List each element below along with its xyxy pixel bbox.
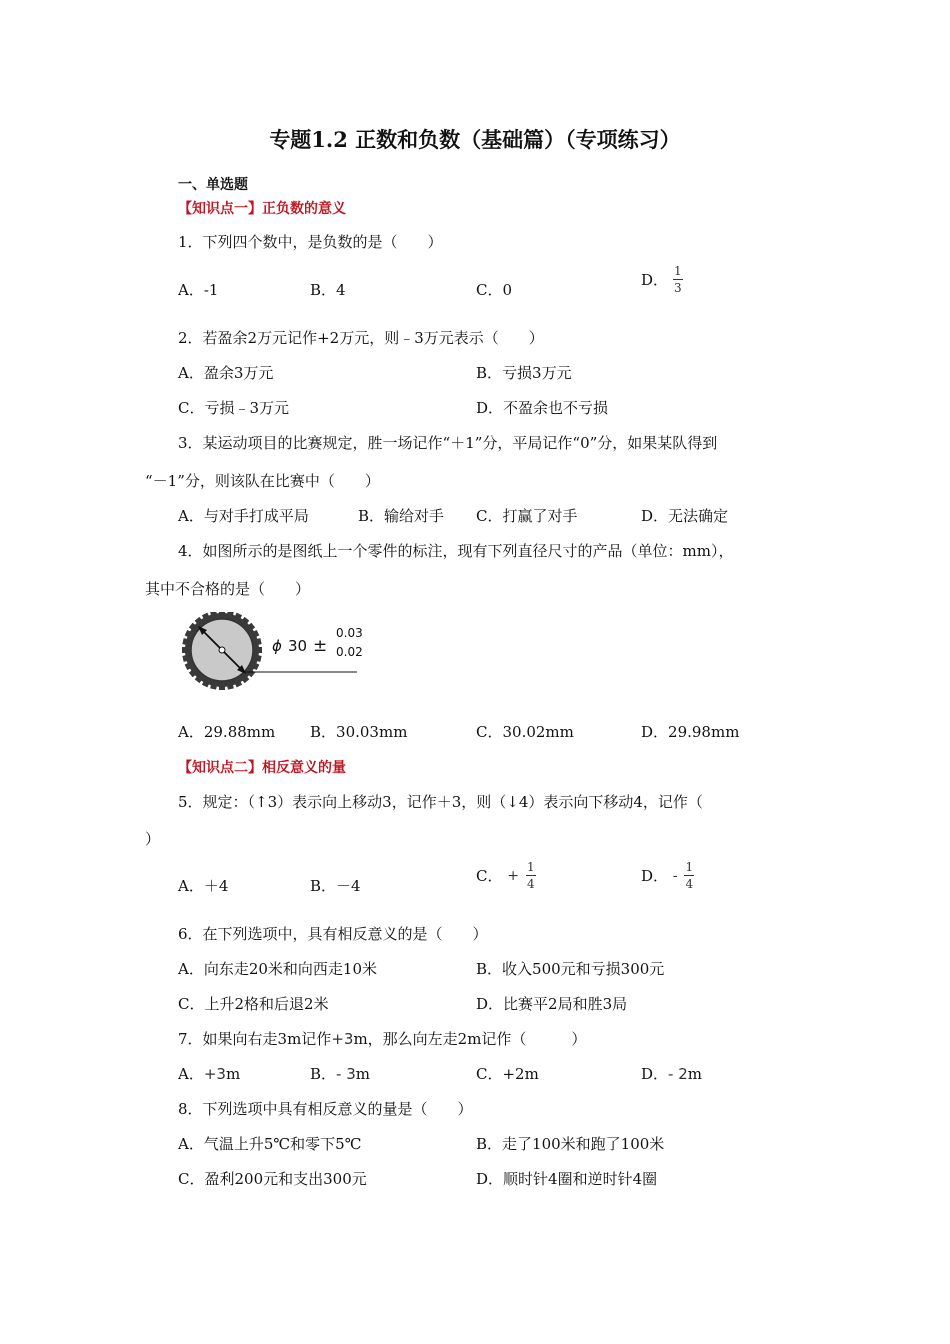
gear-tooth — [219, 684, 225, 690]
question-5-stem-line1: 5．规定：（↑3）表示向上移动3，记作＋3，则（↓4）表示向下移动4，记作（ — [178, 793, 703, 811]
q6-option-b: B．收入500元和亏损300元 — [476, 960, 665, 978]
question-3-stem-line1: 3．某运动项目的比赛规定，胜一场记作“＋1”分，平局记作“0”分，如果某队得到 — [178, 434, 718, 452]
gear-tooth — [219, 612, 225, 616]
question-1-stem: 1．下列四个数中，是负数的是（ ） — [178, 233, 443, 251]
q8-option-b: B．走了100米和跑了100米 — [476, 1135, 665, 1153]
knowledge-point-2: 【知识点二】相反意义的量 — [178, 760, 346, 776]
q7-option-c-label: C． — [476, 1065, 503, 1083]
fraction-denominator: 4 — [526, 877, 535, 891]
gear-center — [219, 647, 225, 653]
question-3-stem-line2: “－1”分，则该队在比赛中（ ） — [145, 472, 380, 490]
fraction-bar — [684, 875, 694, 876]
question-6-stem: 6．在下列选项中，具有相反意义的是（ ） — [178, 925, 488, 943]
q2-option-d: D．不盈余也不亏损 — [476, 399, 609, 417]
gear-tooth — [182, 647, 188, 653]
fraction-numerator: 1 — [526, 860, 535, 874]
q1-option-d — [641, 264, 683, 295]
q6-option-d: D．比赛平2局和胜3局 — [476, 995, 628, 1013]
question-8-stem: 8．下列选项中具有相反意义的量是（ ） — [178, 1100, 473, 1118]
q7-stem-value: +3 — [331, 1030, 354, 1048]
q7-option-d-unit: m — [687, 1065, 702, 1083]
q5-option-c-sign: + — [507, 867, 519, 884]
q7-option-b-value: - 3 — [336, 1065, 356, 1083]
question-5-stem-line2: ） — [145, 830, 161, 848]
q7-option-b — [310, 1063, 370, 1084]
q7-option-a-value: +3 — [203, 1065, 226, 1083]
q5-option-d-fraction — [684, 860, 694, 891]
q1-option-c: C．0 — [476, 281, 513, 299]
q7-option-c-unit: m — [524, 1065, 539, 1083]
q6-option-c: C．上升2格和后退2米 — [178, 995, 329, 1013]
question-4-stem-line1: 4．如图所示的是图纸上一个零件的标注，现有下列直径尺寸的产品（单位：mm）， — [178, 542, 734, 560]
q1-option-d-fraction — [673, 264, 683, 295]
question-7-stem — [178, 1028, 586, 1049]
lower-tolerance: 0.02 — [336, 645, 363, 659]
q3-option-c: C．打赢了对手 — [476, 507, 578, 525]
q7-option-c-value: +2 — [502, 1065, 525, 1083]
page-title: 专题1.2 正数和负数（基础篇）（专项练习） — [269, 127, 681, 152]
q6-option-a: A．向东走20米和向西走10米 — [178, 960, 378, 978]
q7-option-a-unit: m — [225, 1065, 241, 1083]
nominal-diameter: 30 — [288, 637, 308, 655]
q5-option-b: B．－4 — [310, 877, 361, 895]
gear-tooth — [256, 647, 262, 653]
q7-option-d-label: D． — [641, 1065, 669, 1083]
section-heading: 一、单选题 — [178, 177, 248, 193]
q4-option-c: C．30.02mm — [476, 723, 574, 741]
upper-tolerance: 0.03 — [336, 626, 363, 640]
question-2-stem: 2．若盈余2万元记作+2万元，则﹣3万元表示（ ） — [178, 329, 544, 347]
q7-option-b-label: B． — [310, 1065, 337, 1083]
q7-option-d — [641, 1063, 702, 1084]
fraction-bar — [673, 279, 683, 280]
plus-minus-symbol: ± — [313, 636, 328, 656]
part-drawing-figure — [176, 612, 366, 692]
q3-option-b: B．输给对手 — [358, 507, 445, 525]
q7-option-b-unit: m — [355, 1065, 370, 1083]
q5-option-d-label: D． — [641, 867, 669, 885]
fraction-denominator: 3 — [673, 281, 682, 295]
q5-option-a: A．＋4 — [178, 877, 229, 895]
diameter-symbol: ϕ — [272, 637, 282, 655]
question-4-stem-line2: 其中不合格的是（ ） — [145, 580, 311, 598]
q7-stem-part1: 7．如果向右走3m记作 — [178, 1030, 332, 1048]
q5-option-d — [641, 860, 694, 891]
knowledge-point-1: 【知识点一】正负数的意义 — [178, 201, 346, 217]
q1-option-a: A．-1 — [178, 281, 219, 299]
q4-option-a: A．29.88mm — [178, 723, 276, 741]
fraction-numerator: 1 — [673, 264, 682, 278]
q8-option-d: D．顺时针4圈和逆时针4圈 — [476, 1170, 658, 1188]
q2-option-b: B．亏损3万元 — [476, 364, 572, 382]
q3-option-a: A．与对手打成平局 — [178, 507, 309, 525]
q5-option-d-sign: - — [672, 867, 678, 884]
q1-option-b: B．4 — [310, 281, 346, 299]
q5-option-c-label: C． — [476, 867, 503, 885]
q2-option-a: A．盈余3万元 — [178, 364, 274, 382]
q2-option-c: C．亏损﹣3万元 — [178, 399, 290, 417]
q7-option-a — [178, 1063, 240, 1084]
q4-option-d: D．29.98mm — [641, 723, 740, 741]
q4-option-b: B．30.03mm — [310, 723, 408, 741]
q8-option-c: C．盈利200元和支出300元 — [178, 1170, 367, 1188]
q8-option-a: A．气温上升5℃和零下5℃ — [178, 1135, 362, 1153]
q5-option-c-fraction — [526, 860, 536, 891]
q7-stem-part2: m，那么向左走2m记作（ ） — [353, 1030, 587, 1048]
q7-option-c — [476, 1063, 539, 1084]
fraction-numerator: 1 — [685, 860, 694, 874]
q7-option-d-value: - 2 — [668, 1065, 688, 1083]
q7-option-a-label: A． — [178, 1065, 204, 1083]
fraction-denominator: 4 — [685, 877, 694, 891]
fraction-bar — [526, 875, 536, 876]
q1-option-d-label: D． — [641, 271, 669, 289]
q5-option-c — [476, 860, 536, 891]
q3-option-d: D．无法确定 — [641, 507, 729, 525]
